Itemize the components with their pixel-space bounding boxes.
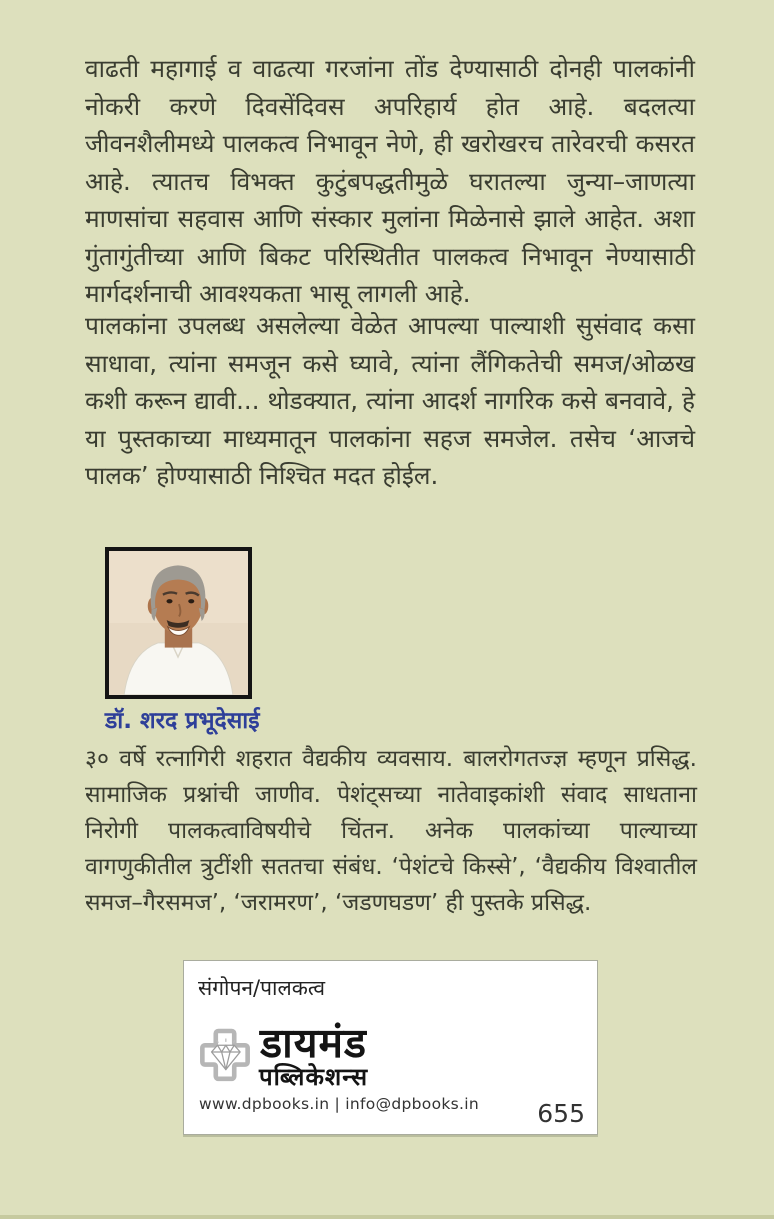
bottom-edge-strip (0, 1215, 774, 1219)
publisher-contact: www.dpbooks.in | info@dpbooks.in (199, 1095, 479, 1113)
publisher-logo-text (259, 1019, 369, 1092)
author-photo (105, 547, 252, 699)
author-portrait-photo (109, 551, 248, 695)
publisher-name: डायमंड (260, 1019, 367, 1068)
publisher-subname: पब्लिकेशन्स (259, 1063, 369, 1092)
category-label: संगोपन/पालकत्व (198, 976, 326, 1000)
author-bio: ३० वर्षे रत्नागिरी शहरात वैद्यकीय व्यवसाय. बालरोगतज्ज्ञ म्हणून प्रसिद्ध. सामाजिक प्रश्नांची जाणीव. पेशंट्सच्या नातेवाइकांशी संवाद साधताना निरोगी पालकत्वाविषयीचे चिंतन. अनेक पालकांच्या पाल्याच्या वागणुकीतील त्रुटींशी सततचा संबंध. ‘पेशंटचे किस्से’, ‘वैद्यकीय विश्वातील समज–गैरसमज’, ‘जरामरण’, ‘जडणघडण’ ही पुस्तके प्रसिद्ध. (85, 746, 697, 916)
author-name: डॉ. शरद प्रभूदेसाई (105, 708, 260, 734)
publisher-box (183, 960, 598, 1135)
blurb-paragraph-1: वाढती महागाई व वाढत्या गरजांना तोंड देण्यासाठी दोनही पालकांनी नोकरी करणे दिवसेंदिवस अपरिहार्य होत आहे. बदलत्या जीवनशैलीमध्ये पालकत्व निभावून नेणे, ही खरोखरच तारेवरची कसरत आहे. त्यातच विभक्त कुटुंबपद्धतीमुळे घरातल्या जुन्या–जाणत्या माणसांचा सहवास आणि संस्कार मुलांना मिळेनासे झाले आहेत. अशा गुंतागुंतीच्या आणि बिकट परिस्थितीत पालकत्व निभावून नेण्यासाठी मार्गदर्शनाची आवश्यकता भासू लागली आहे. (85, 54, 695, 308)
blurb-paragraph-2: पालकांना उपलब्ध असलेल्या वेळेत आपल्या पाल्याशी सुसंवाद कसा साधावा, त्यांना समजून कसे घ्यावे, त्यांना लैंगिकतेची समज/ओळख कशी करून द्यावी... थोडक्यात, त्यांना आदर्श नागरिक कसे बनवावे, हे या पुस्तकाच्या माध्यमातून पालकांना सहज समजेल. तसेच ‘आजचे पालक’ होण्यासाठी निश्चित मदत होईल. (85, 311, 695, 490)
diamond-in-cross-icon (199, 1023, 251, 1091)
publisher-logo (199, 1019, 369, 1092)
catalog-number: 655 (537, 1099, 585, 1128)
